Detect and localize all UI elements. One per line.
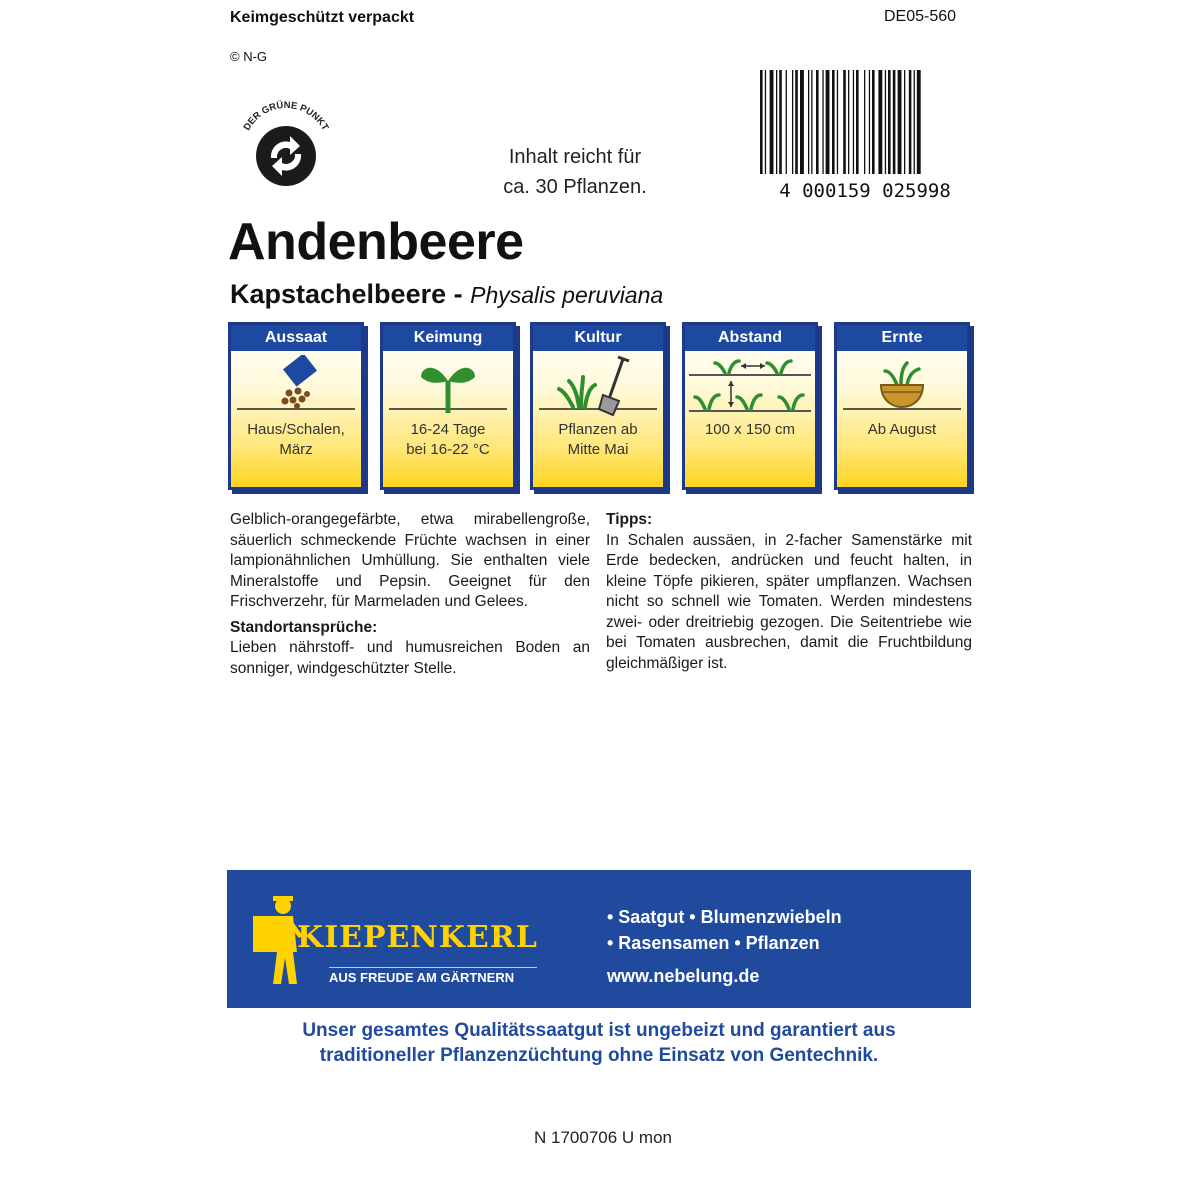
barcode-bar xyxy=(795,70,798,174)
product-alt-name: Kapstachelbeere - xyxy=(230,279,463,309)
barcode-bar xyxy=(878,70,882,174)
barcode-bar xyxy=(843,70,846,174)
barcode-bar xyxy=(872,70,875,174)
info-box-title: Ernte xyxy=(837,325,967,351)
spacing-icon xyxy=(685,355,815,417)
services-list xyxy=(607,904,842,956)
description-right-column xyxy=(606,510,972,679)
info-box-line-1: Pflanzen ab xyxy=(558,421,638,438)
kiepenkerl-figure-icon xyxy=(251,892,303,988)
logo-text: DER GRÜNE PUNKT xyxy=(241,99,331,133)
barcode-bar xyxy=(826,70,830,174)
barcode-bar xyxy=(914,70,915,174)
quality-line-1: Unser gesamtes Qualitätssaatgut ist ungebeizt und garantiert aus xyxy=(302,1020,896,1041)
info-box-keimung xyxy=(380,322,516,490)
description-left-column xyxy=(230,510,590,684)
brand-divider xyxy=(329,967,537,968)
barcode-bar xyxy=(765,70,766,174)
info-box-line-2: Mitte Mai xyxy=(567,441,629,458)
info-box-line-2: bei 16-22 °C xyxy=(406,441,490,458)
barcode-bar xyxy=(853,70,854,174)
barcode-bar xyxy=(808,70,809,174)
footer-code: N 1700706 U mon xyxy=(534,1128,672,1147)
location-text: Lieben nährstoff- und humusreichen Boden an sonniger, windgeschützter Stelle. xyxy=(230,639,590,677)
info-box-aussaat xyxy=(228,322,364,490)
barcode-bar xyxy=(917,70,921,174)
barcode-bar xyxy=(848,70,849,174)
quality-line-2: traditioneller Pflanzenzüchtung ohne Einsatz von Gentechnik. xyxy=(319,1045,879,1066)
info-box-title: Keimung xyxy=(383,325,513,351)
harvest-bowl-icon xyxy=(837,355,967,417)
tips-heading: Tipps: xyxy=(606,511,653,528)
barcode-bar xyxy=(904,70,905,174)
product-name: Andenbeere xyxy=(228,213,524,271)
barcode-bar xyxy=(837,70,838,174)
seed-packet-icon xyxy=(231,355,361,417)
article-code: DE05-560 xyxy=(884,8,957,25)
barcode-bar xyxy=(779,70,782,174)
barcode-bar xyxy=(800,70,804,174)
info-box-ernte xyxy=(834,322,970,490)
barcode-bar xyxy=(869,70,870,174)
barcode-bar xyxy=(909,70,912,174)
product-subtitle xyxy=(230,279,663,310)
barcode xyxy=(756,70,974,200)
barcode-bars xyxy=(760,70,921,174)
location-heading: Standortansprüche: xyxy=(230,618,378,636)
info-box-abstand xyxy=(682,322,818,490)
info-box-line-2: März xyxy=(279,441,313,458)
spade-plant-icon xyxy=(533,355,663,417)
barcode-bar xyxy=(832,70,835,174)
barcode-bar xyxy=(864,70,865,174)
barcode-bar xyxy=(776,70,777,174)
barcode-bar xyxy=(898,70,902,174)
info-box-kultur xyxy=(530,322,666,490)
copyright-note: © N-G xyxy=(230,49,268,64)
contents-note xyxy=(430,142,720,202)
barcode-bar xyxy=(786,70,787,174)
info-box-line-1: Haus/Schalen, xyxy=(247,421,345,438)
info-box-line-1: 100 x 150 cm xyxy=(704,421,796,438)
brand-tagline: AUS FREUDE AM GÄRTNERN xyxy=(329,970,515,985)
info-box-title: Kultur xyxy=(533,325,663,351)
barcode-bar xyxy=(770,70,774,174)
product-scientific-name: Physalis peruviana xyxy=(470,282,664,308)
contents-line-1: Inhalt reicht für xyxy=(508,146,642,168)
brand-banner xyxy=(227,870,971,1008)
barcode-bar xyxy=(885,70,886,174)
tips-text: In Schalen aussäen, in 2-facher Samenstärke mit Erde bedecken, andrücken und feucht halten, in kleine Töpfe pikieren, später umpflanzen. Wachsen nicht so schnell wie Tomaten. Werden mindestens zwei- oder dreitriebig gezogen. Die Seitentriebe wie bei Tomaten ausbrechen, damit die Fruchtbildung gleichmäßiger ist. xyxy=(606,531,972,672)
seedling-icon xyxy=(383,355,513,417)
info-box-line-1: 16-24 Tage xyxy=(410,421,486,438)
services-line-2: • Rasensamen • Pflanzen xyxy=(607,933,820,953)
barcode-bar xyxy=(893,70,896,174)
barcode-bar xyxy=(816,70,819,174)
barcode-bar xyxy=(760,70,763,174)
product-description: Gelblich-orangegefärbte, etwa mirabellengroße, säuerlich schmeckende Früchte wachsen in einer lampionähnlichen Umhüllung. Sie enthalten viele Mineralstoffe und Pepsin. Geeignet für den Frischverzehr, für Marmeladen und Gelees. xyxy=(230,511,590,610)
gruener-punkt-logo xyxy=(230,92,342,204)
website-link[interactable]: www.nebelung.de xyxy=(607,966,760,986)
services-line-1: • Saatgut • Blumenzwiebeln xyxy=(607,907,842,927)
info-box-title: Aussaat xyxy=(231,325,361,351)
barcode-bar xyxy=(822,70,823,174)
barcode-bar xyxy=(888,70,891,174)
packaging-note: Keimgeschützt verpackt xyxy=(230,9,415,26)
quality-statement xyxy=(227,1018,971,1068)
barcode-bar xyxy=(811,70,812,174)
barcode-number: 4 000159 025998 xyxy=(779,180,951,200)
info-box-line-1: Ab August xyxy=(867,421,937,438)
brand-logo: KIEPENKERL xyxy=(297,920,538,955)
barcode-bar xyxy=(856,70,859,174)
info-box-title: Abstand xyxy=(685,325,815,351)
contents-line-2: ca. 30 Pflanzen. xyxy=(503,176,647,198)
barcode-bar xyxy=(792,70,793,174)
